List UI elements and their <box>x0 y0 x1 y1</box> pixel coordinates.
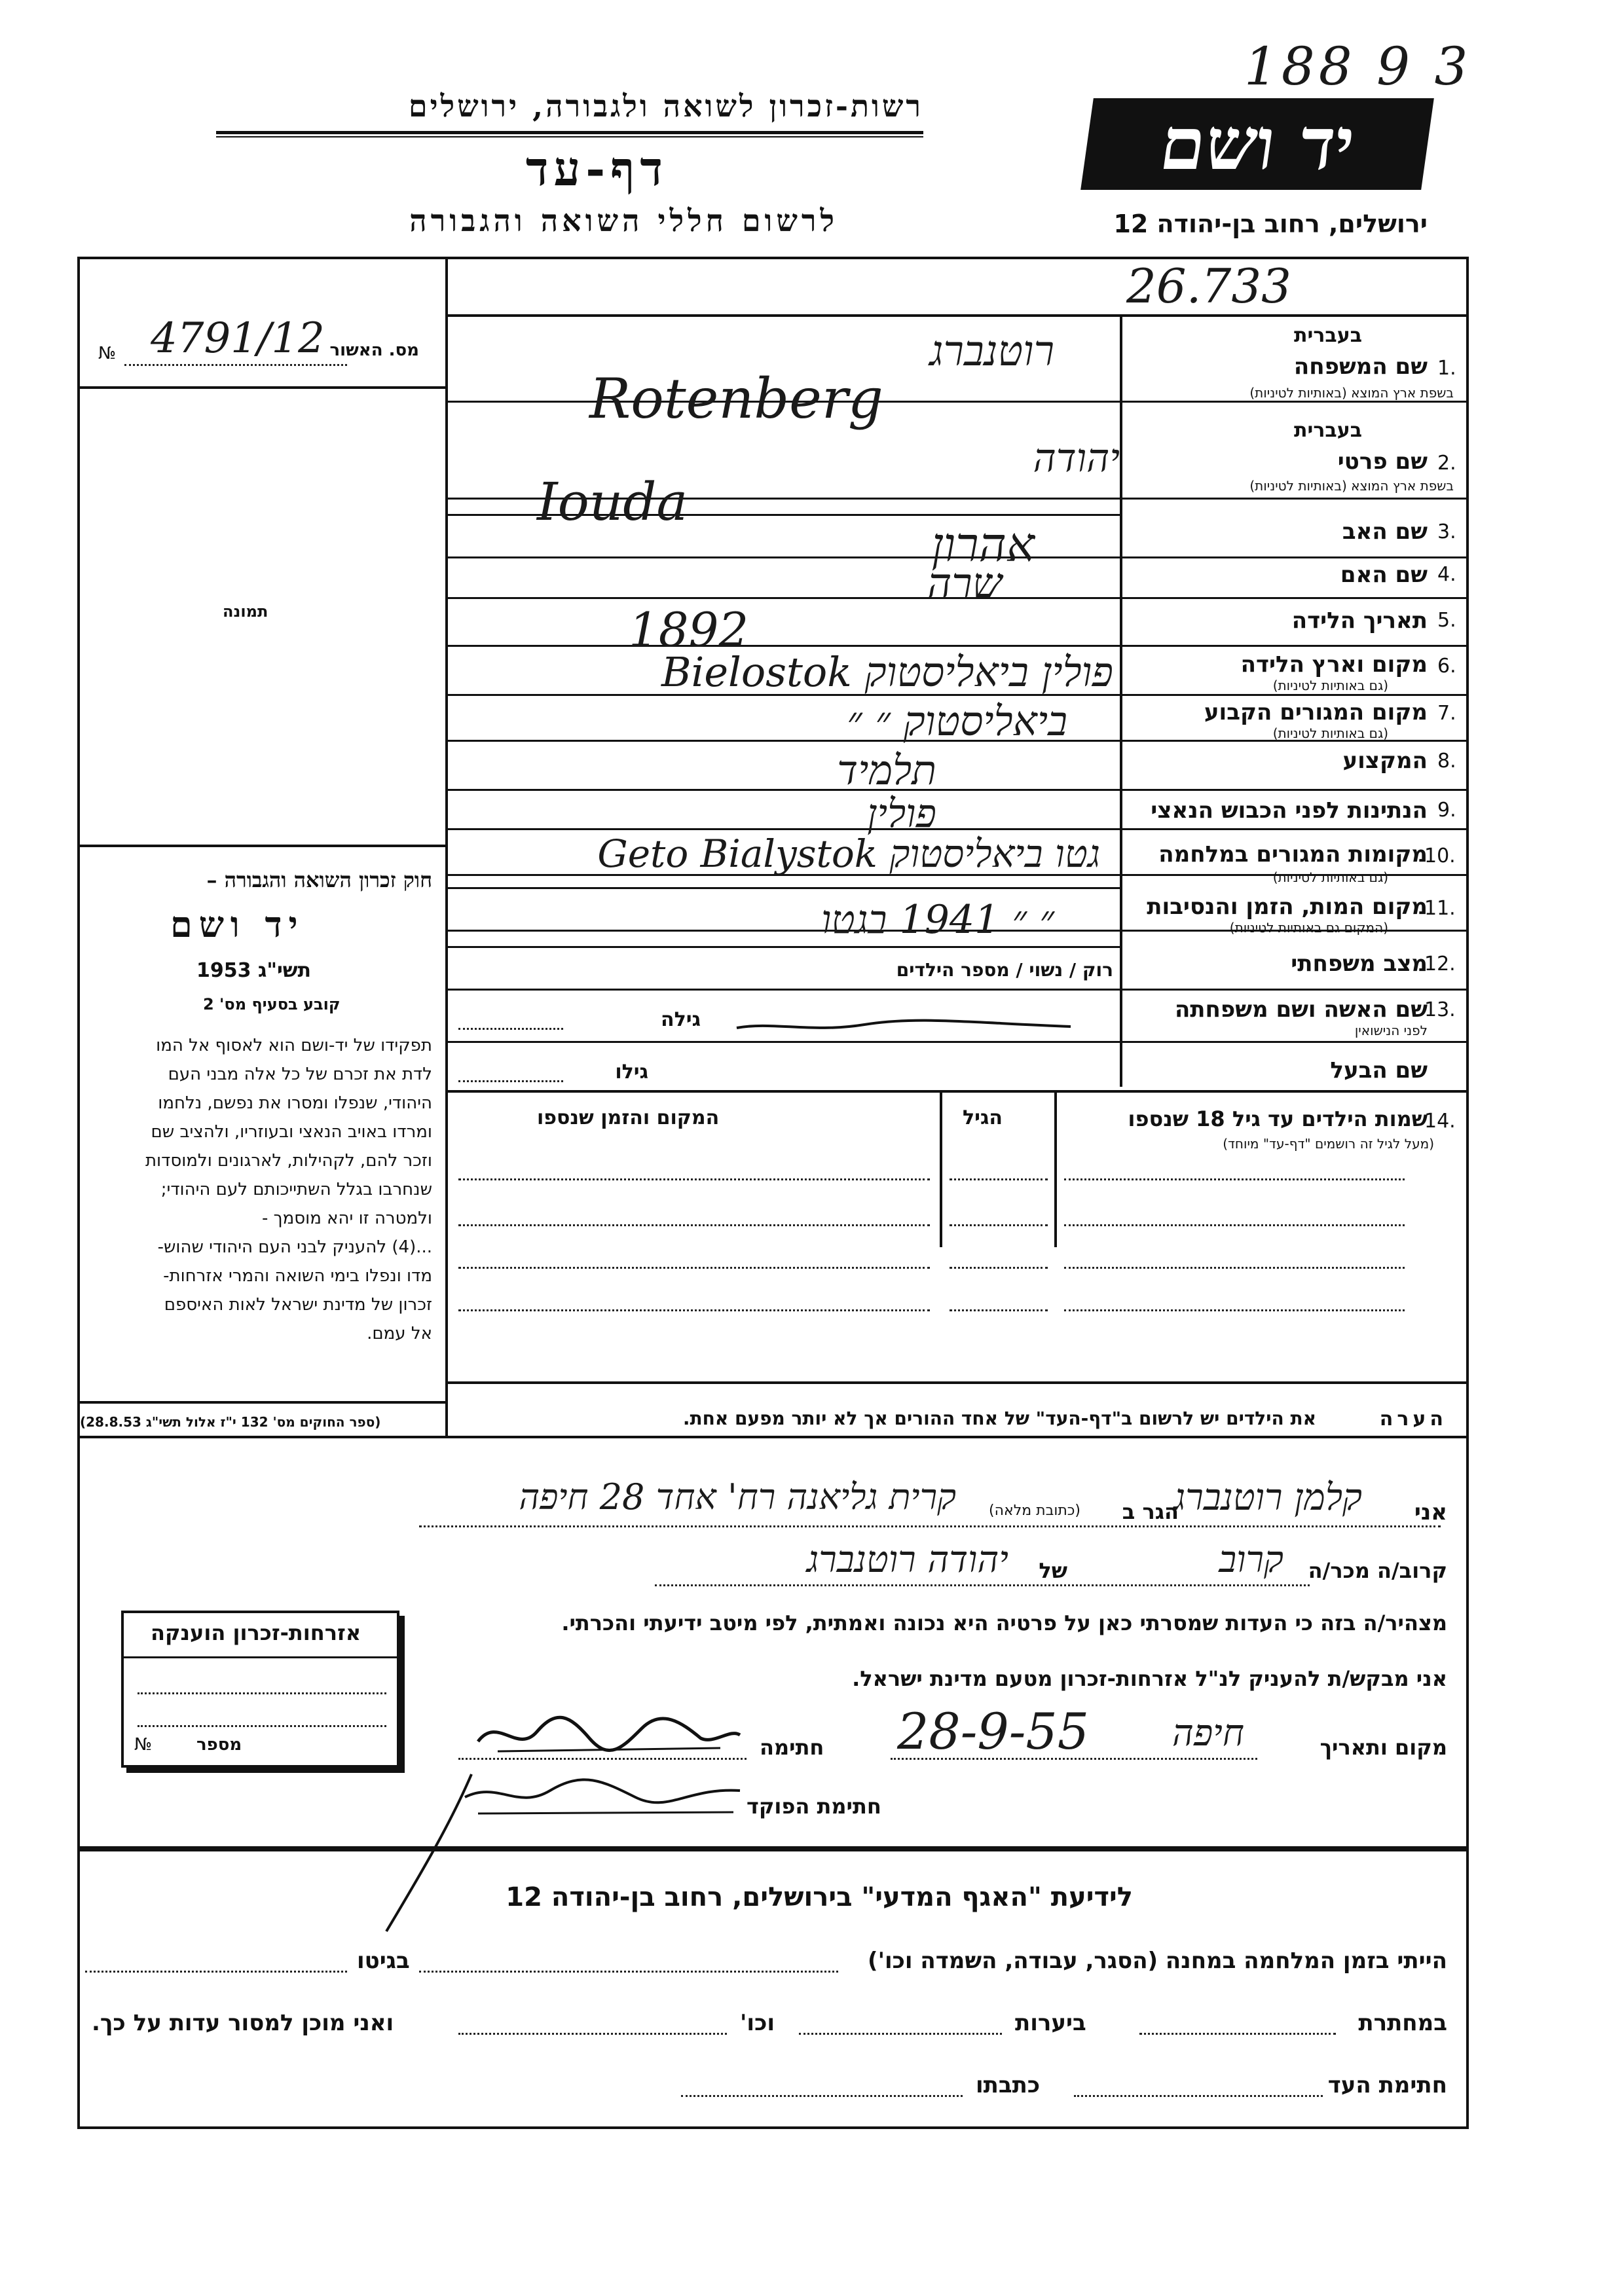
first-name-latin: Iouda <box>537 471 688 532</box>
authority-title: רשות-זכרון לשואה ולגבורה, ירושלים <box>408 88 923 124</box>
citizenship-title: אזרחות-זכרון הוענקה <box>151 1620 361 1645</box>
decl-address: קרית גליאנה רח' אחד 28 חיפה <box>519 1476 956 1518</box>
decl-of-value: יהודה רוטנברג <box>806 1539 1008 1581</box>
children-label: שמות הילדים עד גיל 18 שנספו <box>1128 1106 1428 1131</box>
field-sub: (המקום גם באותיות לטיניות) <box>1229 920 1388 936</box>
law-line: שנחרבו בגלל השתייכותם לעם היהודי; <box>160 1180 432 1199</box>
children-sub: (מעל לגיל זה רושמים "דף-עד" מיוחד) <box>1223 1136 1434 1152</box>
children-age-header: הגיל <box>963 1106 1003 1129</box>
decl-resides: הגר ב <box>1122 1499 1179 1524</box>
field-sub: (גם באותיות לטיניות) <box>1272 869 1388 885</box>
law-section: קובע בסעיף מס' 2 <box>203 995 341 1013</box>
field-label: מקום המגורים הקבוע <box>1204 699 1428 725</box>
birth-place: פולין ביאליסטוק Bielostok <box>661 648 1113 696</box>
field-sub: (גם באותיות לטיניות) <box>1272 678 1388 693</box>
husband-age-label: גילו <box>615 1061 648 1084</box>
field-number: 13. <box>1424 998 1456 1021</box>
first-name-hebrew: יהודה <box>1033 435 1120 481</box>
footer-witness-signature: חתימת העד <box>1327 2072 1447 2098</box>
footer-underground: במחתרת <box>1358 2010 1447 2036</box>
field-label: שם האב <box>1342 519 1428 545</box>
field-sub: לפני הנישואין <box>1354 1023 1428 1038</box>
profession: תלמיד <box>837 746 936 794</box>
residence: ביאליסטוק ״ ״ <box>847 697 1067 745</box>
citizenship: פולין <box>867 791 936 837</box>
wartime-residence: גטו ביאליסטוק Geto Bialystok <box>597 831 1100 876</box>
citizenship-no-sign: № <box>134 1735 153 1755</box>
field-label: שם האשה ושם משפחתה <box>1174 996 1428 1023</box>
inspector-label: חתימת הפוקד <box>747 1794 881 1819</box>
photo-label: תמונה <box>223 602 268 621</box>
date-value: 28-9-55 <box>897 1702 1090 1760</box>
decl-request: אני מבקש/ת להעניק לנ"ל אזרחות-זכרון מטעם מדינת ישראל. <box>852 1666 1447 1691</box>
wife-age-label: גילה <box>661 1008 701 1031</box>
citizenship-number-label: מספר <box>196 1735 242 1755</box>
law-line: לדת את זכרם של כל אלה מבני העם <box>168 1065 432 1084</box>
decl-ani: אני <box>1414 1499 1447 1525</box>
law-line: וזכר להם, לקהילות, לארגונים ולמוסדות <box>145 1151 432 1171</box>
field-number: 3. <box>1437 520 1456 543</box>
law-name: יד ושם <box>170 903 304 945</box>
law-line: תפקידו של יד-ושם הוא לאסוף אל המו <box>156 1036 432 1055</box>
field-number: 14. <box>1424 1110 1456 1133</box>
page-title: דף-עד <box>525 141 668 196</box>
field-number: 5. <box>1437 609 1456 632</box>
mother-name: שרה <box>927 560 1002 608</box>
family-name-latin: Rotenberg <box>589 367 883 431</box>
field-hebrew-hint: בעברית <box>1294 324 1362 347</box>
law-citation: (ספר החוקים מס' 132 י"ז אלול תשי"ג 28.8.53) <box>80 1414 381 1430</box>
law-title: חוק זכרון השואה והגבורה – <box>206 867 432 892</box>
field-sub: בשפת ארץ המוצא (באותיות לטיניות) <box>1249 385 1454 401</box>
decl-statement: מצהיר/ה בזה כי העדות שמסרתי כאן על פרטיה היא נכונה ואמתית, לפי מיטב ידיעתי והכרתי. <box>561 1611 1447 1635</box>
place-date-label: מקום ותאריך <box>1320 1735 1447 1760</box>
field-label: מקומות המגורים במלחמה <box>1158 841 1428 867</box>
field-sub: בשפת ארץ המוצא (באותיות לטיניות) <box>1249 478 1454 494</box>
decl-of-label: של <box>1039 1558 1067 1583</box>
law-line: ומרדו באויב הנאצי ובעוזריו, ולהציב שם <box>151 1122 432 1142</box>
law-line: זכרון של מדינת ישראל לאות האיספם <box>164 1295 432 1315</box>
law-line: ...(4) להעניק לבני העם היהודי שהוש- <box>157 1237 432 1257</box>
field-sub: (גם באותיות לטיניות) <box>1272 725 1388 741</box>
field-label: מקום וארץ הלידה <box>1240 651 1428 678</box>
note-label: הערה <box>1379 1408 1447 1430</box>
law-line: ולמטרה זו יהא מוסמך - <box>262 1209 432 1228</box>
footer-ready: ואני מוכן למסור עדות על כך. <box>92 2010 394 2036</box>
footer-camp: הייתי בזמן המלחמה במחנה (הסגר, עבודה, השמדה וכו') <box>868 1948 1447 1974</box>
logo-text: יד ושם <box>1154 101 1360 186</box>
field-number: 9. <box>1437 799 1456 822</box>
outer-frame <box>77 257 1469 2129</box>
decl-name: קלמן רוטנברג <box>1173 1476 1362 1519</box>
field-number: 12. <box>1424 953 1456 975</box>
note-text: את הילדים יש לרשום ב"דף-העד" של אחד ההורים אך לא יותר מפעם אחת. <box>682 1408 1316 1429</box>
field-number: 10. <box>1424 845 1456 867</box>
archive-number: 188 9 3 <box>1244 36 1472 97</box>
footer-info: לידיעת "האגף המדעי" בירושלים, רחוב בן-יהודה 12 <box>506 1882 1133 1912</box>
signature-label: חתימה <box>760 1735 824 1760</box>
death-place: ״ ״ 1941 בגטו <box>821 897 1054 943</box>
approval-value: 4791/12 <box>151 314 325 363</box>
field-number: 11. <box>1424 897 1456 920</box>
law-line: היהודי, שנפלו ומסרו את נפשם, נלחמו <box>158 1093 432 1113</box>
law-year: תשי"ג 1953 <box>196 959 312 982</box>
field-label: שם המשפחה <box>1293 354 1428 380</box>
field-label: שם האם <box>1340 562 1428 588</box>
place-value: חיפה <box>1172 1712 1244 1755</box>
footer-etc: וכו' <box>740 2010 775 2036</box>
field-label: שם פרטי <box>1337 448 1428 475</box>
field-label: המקצוע <box>1342 748 1428 774</box>
law-line: אל עמם. <box>367 1324 432 1343</box>
page-subtitle: לרשום חללי השואה והגבורה <box>409 203 838 238</box>
field-number: 6. <box>1437 655 1456 678</box>
header-address: ירושלים, רחוב בן-יהודה 12 <box>1113 210 1428 238</box>
field-number: 1. <box>1437 357 1456 380</box>
field-label: הנתינות לפני הכבוש הנאצי <box>1151 797 1428 824</box>
field-label: מקום המות, הזמן והנסיבות <box>1147 894 1428 920</box>
field-label: תאריך הלידה <box>1291 608 1428 634</box>
footer-forests: ביערות <box>1015 2010 1086 2036</box>
field-label: שם הבעל <box>1330 1057 1428 1084</box>
field-hebrew-hint: בעברית <box>1294 419 1362 442</box>
field-number: 8. <box>1437 750 1456 773</box>
father-name: אהרון <box>931 517 1035 572</box>
field-label: מצב משפחתי <box>1291 951 1428 977</box>
approval-label: מס. האשור <box>329 340 419 360</box>
field-number: 2. <box>1437 452 1456 475</box>
law-line: מדו ונפלו בימי השואה והמרי אזרחות- <box>163 1266 432 1286</box>
yad-vashem-logo <box>1080 98 1434 190</box>
decl-relation: קרוב <box>1219 1539 1283 1581</box>
footer-address: כתבתו <box>976 2072 1041 2098</box>
record-number: 26.733 <box>1126 259 1291 314</box>
field-number: 7. <box>1437 702 1456 725</box>
children-place-header: המקום והזמן שנספו <box>537 1106 720 1129</box>
footer-ghetto: בגיטו <box>357 1948 410 1974</box>
field-number: 4. <box>1437 563 1456 586</box>
decl-relative-label: קרוב/ה מכר/ה <box>1308 1558 1447 1583</box>
approval-no-sign: № <box>98 344 117 363</box>
decl-address-hint: (כתובת מלאה) <box>989 1503 1080 1519</box>
birth-date: 1892 <box>629 602 749 657</box>
marital-options: רוק / נשוי / מספר הילדים <box>896 959 1113 981</box>
family-name-hebrew: רוטנברג <box>929 327 1054 376</box>
